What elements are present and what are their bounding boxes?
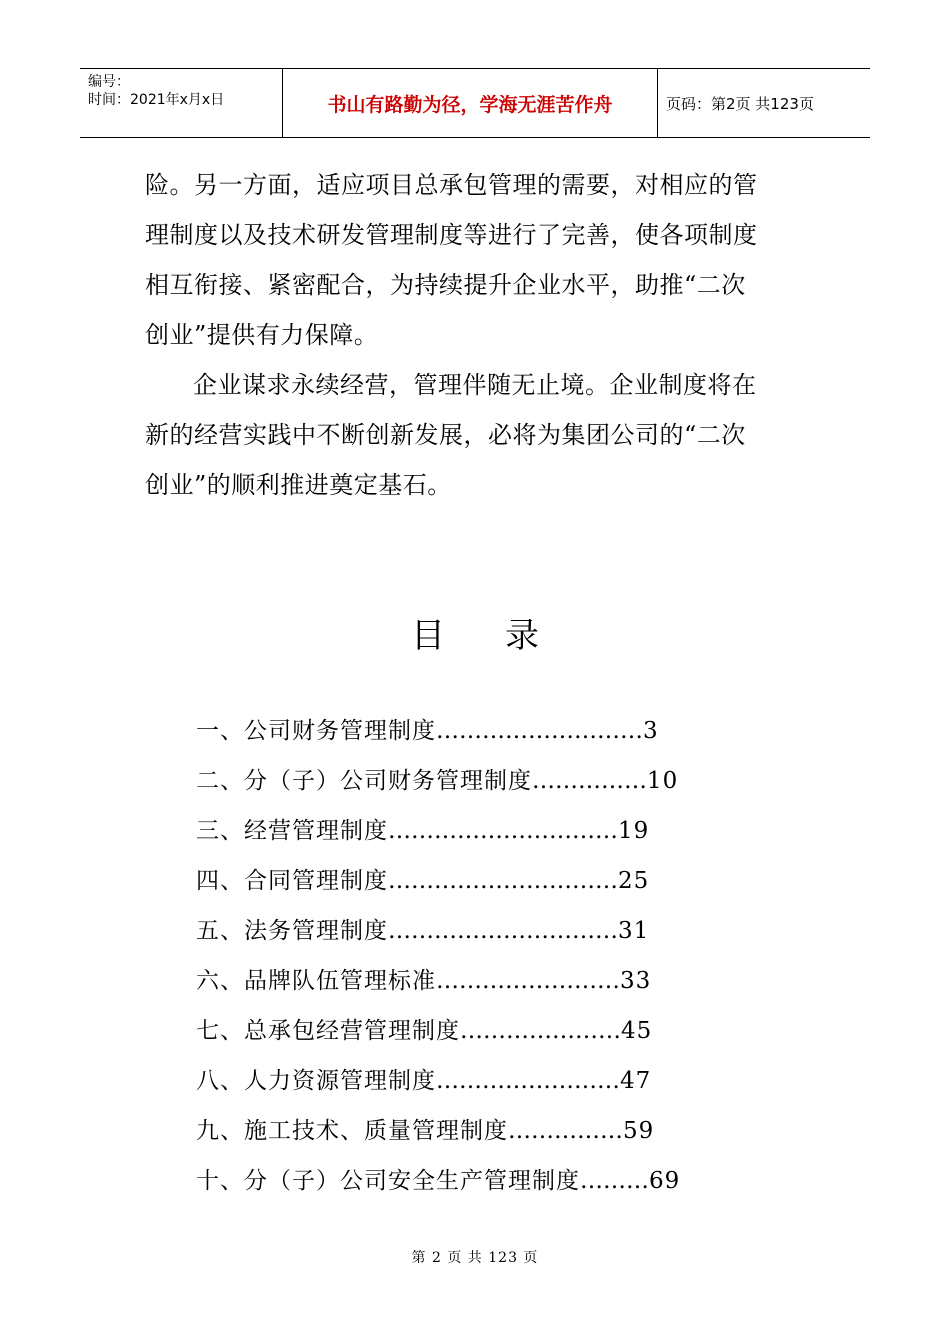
toc-item[interactable] (196, 956, 716, 1006)
toc-item-text: 一、公司财务管理制度 (196, 718, 436, 744)
toc-item-page: 59 (623, 1118, 655, 1144)
toc-item-page: 47 (620, 1068, 652, 1094)
toc-item-page: 10 (647, 768, 679, 794)
toc-leader-dots: …………… (532, 768, 647, 794)
paragraph-line: 险。另一方面，适应项目总承包管理的需要，对相应的管 (145, 171, 758, 199)
header-meta-cell (80, 69, 283, 137)
paragraph-line: 理制度以及技术研发管理制度等进行了完善，使各项制度 (145, 221, 758, 249)
paragraph-1 (145, 160, 805, 360)
toc-item[interactable] (196, 706, 716, 756)
table-of-contents (196, 706, 716, 1206)
time-label: 时间：2021年x月x日 (88, 92, 225, 108)
header-table (80, 68, 870, 138)
toc-item[interactable] (196, 756, 716, 806)
toc-item-text: 十、分（子）公司安全生产管理制度 (196, 1168, 580, 1194)
toc-leader-dots: ……… (580, 1168, 649, 1194)
toc-item-page: 31 (618, 918, 650, 944)
toc-item-page: 25 (618, 868, 650, 894)
paragraph-line: 企业谋求永续经营，管理伴随无止境。企业制度将在 (193, 371, 757, 399)
toc-item[interactable] (196, 1106, 716, 1156)
page-footer: 第 2 页 共 123 页 (411, 1250, 539, 1266)
toc-leader-dots: ………………………… (388, 818, 618, 844)
paragraph-line: 创业”提供有力保障。 (145, 321, 379, 349)
toc-item-text: 二、分（子）公司财务管理制度 (196, 768, 532, 794)
header-motto: 书山有路勤为径，学海无涯苦作舟 (283, 69, 658, 137)
toc-leader-dots: …………… (508, 1118, 623, 1144)
toc-item-text: 三、经营管理制度 (196, 818, 388, 844)
toc-item[interactable] (196, 906, 716, 956)
toc-leader-dots: ………………… (460, 1018, 621, 1044)
toc-item[interactable] (196, 856, 716, 906)
toc-item-text: 六、品牌队伍管理标准 (196, 968, 436, 994)
toc-leader-dots: …………………… (436, 968, 620, 994)
number-label: 编号： (88, 74, 130, 90)
toc-leader-dots: ………………………… (388, 868, 618, 894)
toc-item[interactable] (196, 1006, 716, 1056)
toc-item[interactable] (196, 1056, 716, 1106)
toc-item-page: 33 (620, 968, 652, 994)
toc-item[interactable] (196, 806, 716, 856)
toc-item-text: 四、合同管理制度 (196, 868, 388, 894)
toc-leader-dots: ……………………… (436, 718, 643, 744)
toc-item-text: 九、施工技术、质量管理制度 (196, 1118, 508, 1144)
paragraph-line: 创业”的顺利推进奠定基石。 (145, 471, 452, 499)
toc-title: 目录 (411, 616, 599, 656)
toc-leader-dots: ………………………… (388, 918, 618, 944)
toc-leader-dots: …………………… (436, 1068, 620, 1094)
paragraph-line: 相互衔接、紧密配合，为持续提升企业水平，助推“二次 (145, 271, 746, 299)
toc-item-page: 69 (649, 1168, 681, 1194)
toc-item-text: 七、总承包经营管理制度 (196, 1018, 460, 1044)
toc-item[interactable] (196, 1156, 716, 1206)
paragraph-line: 新的经营实践中不断创新发展，必将为集团公司的“二次 (145, 421, 746, 449)
toc-item-text: 八、人力资源管理制度 (196, 1068, 436, 1094)
toc-item-page: 19 (618, 818, 650, 844)
toc-item-page: 45 (621, 1018, 653, 1044)
toc-item-page: 3 (643, 718, 659, 744)
paragraph-2 (145, 360, 805, 510)
header-page-info: 页码：第2页 共123页 (666, 94, 814, 113)
toc-item-text: 五、法务管理制度 (196, 918, 388, 944)
